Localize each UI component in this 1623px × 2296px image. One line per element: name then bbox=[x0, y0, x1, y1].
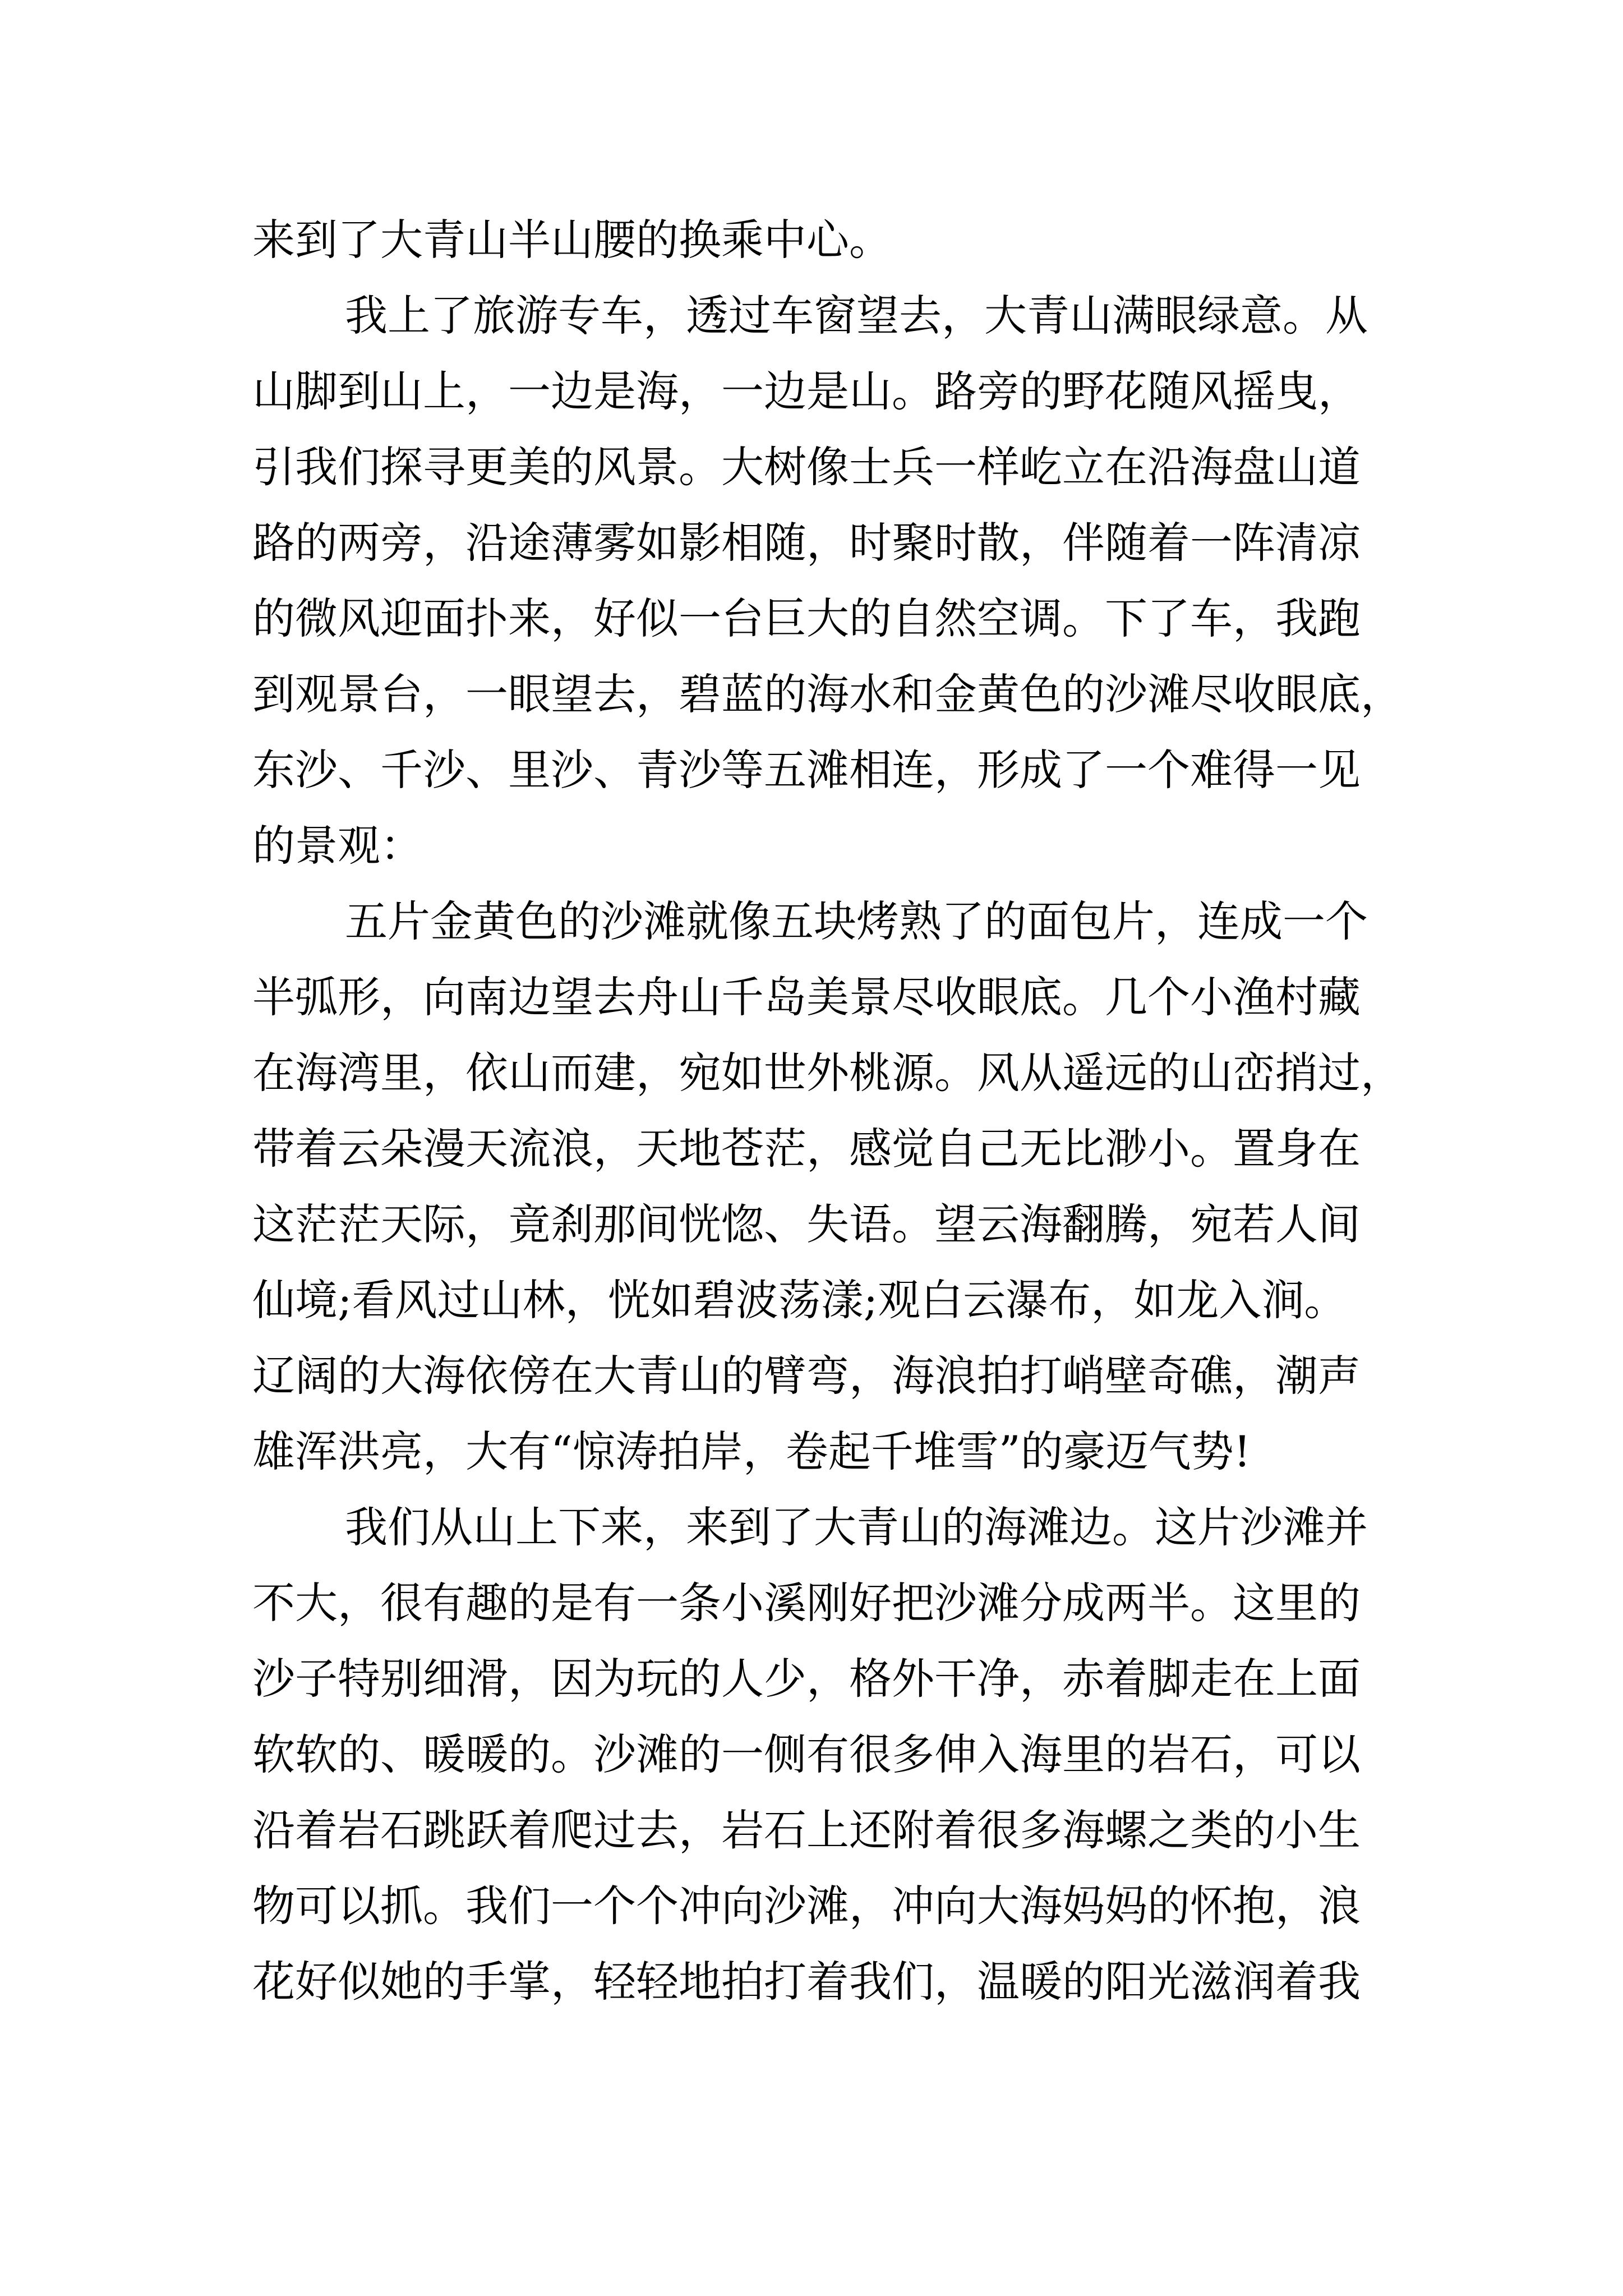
text-line: 东沙、千沙、里沙、青沙等五滩相连，形成了一个难得一见 bbox=[252, 745, 1361, 795]
text-line: 我上了旅游专车，透过车窗望去，大青山满眼绿意。从 bbox=[345, 291, 1368, 341]
text-line: 雄浑洪亮，大有“惊涛拍岸，卷起千堆雪”的豪迈气势! bbox=[252, 1427, 1251, 1476]
text-line: 路的两旁，沿途薄雾如影相随，时聚时散，伴随着一阵清凉 bbox=[252, 518, 1361, 568]
text-line: 到观景台，一眼望去，碧蓝的海水和金黄色的沙滩尽收眼底， bbox=[252, 669, 1403, 719]
text-line: 的微风迎面扑来，好似一台巨大的自然空调。下了车，我跑 bbox=[252, 593, 1361, 643]
text-line: 来到了大青山半山腰的换乘中心。 bbox=[252, 215, 892, 265]
text-line: 沙子特别细滑，因为玩的人少，格外干净，赤着脚走在上面 bbox=[252, 1654, 1361, 1704]
text-line: 山脚到山上，一边是海，一边是山。路旁的野花随风摇曳， bbox=[252, 366, 1361, 416]
text-line: 五片金黄色的沙滩就像五块烤熟了的面包片，连成一个 bbox=[345, 896, 1368, 946]
text-line: 半弧形，向南边望去舟山千岛美景尽收眼底。几个小渔村藏 bbox=[252, 972, 1361, 1022]
text-line: 软软的、暖暖的。沙滩的一侧有很多伸入海里的岩石，可以 bbox=[252, 1729, 1361, 1779]
text-line: 的景观： bbox=[252, 821, 423, 871]
text-line: 物可以抓。我们一个个冲向沙滩，冲向大海妈妈的怀抱，浪 bbox=[252, 1881, 1361, 1931]
text-line: 花好似她的手掌，轻轻地拍打着我们，温暖的阳光滋润着我 bbox=[252, 1957, 1361, 2007]
text-line: 这茫茫天际，竟刹那间恍惚、失语。望云海翻腾，宛若人间 bbox=[252, 1199, 1361, 1249]
text-line: 我们从山上下来，来到了大青山的海滩边。这片沙滩并 bbox=[345, 1502, 1368, 1552]
text-line: 引我们探寻更美的风景。大树像士兵一样屹立在沿海盘山道 bbox=[252, 442, 1361, 492]
text-line: 不大，很有趣的是有一条小溪刚好把沙滩分成两半。这里的 bbox=[252, 1578, 1361, 1628]
text-line: 在海湾里，依山而建，宛如世外桃源。风从遥远的山峦捎过， bbox=[252, 1048, 1403, 1098]
document-page bbox=[252, 202, 1403, 2019]
text-line: 带着云朵漫天流浪，天地苍茫，感觉自己无比渺小。置身在 bbox=[252, 1124, 1361, 1174]
text-line: 沿着岩石跳跃着爬过去，岩石上还附着很多海螺之类的小生 bbox=[252, 1805, 1361, 1855]
text-line: 仙境;看风过山林，恍如碧波荡漾;观白云瀑布，如龙入涧。 bbox=[252, 1275, 1347, 1325]
text-line: 辽阔的大海依傍在大青山的臂弯，海浪拍打峭壁奇礁，潮声 bbox=[252, 1351, 1361, 1401]
